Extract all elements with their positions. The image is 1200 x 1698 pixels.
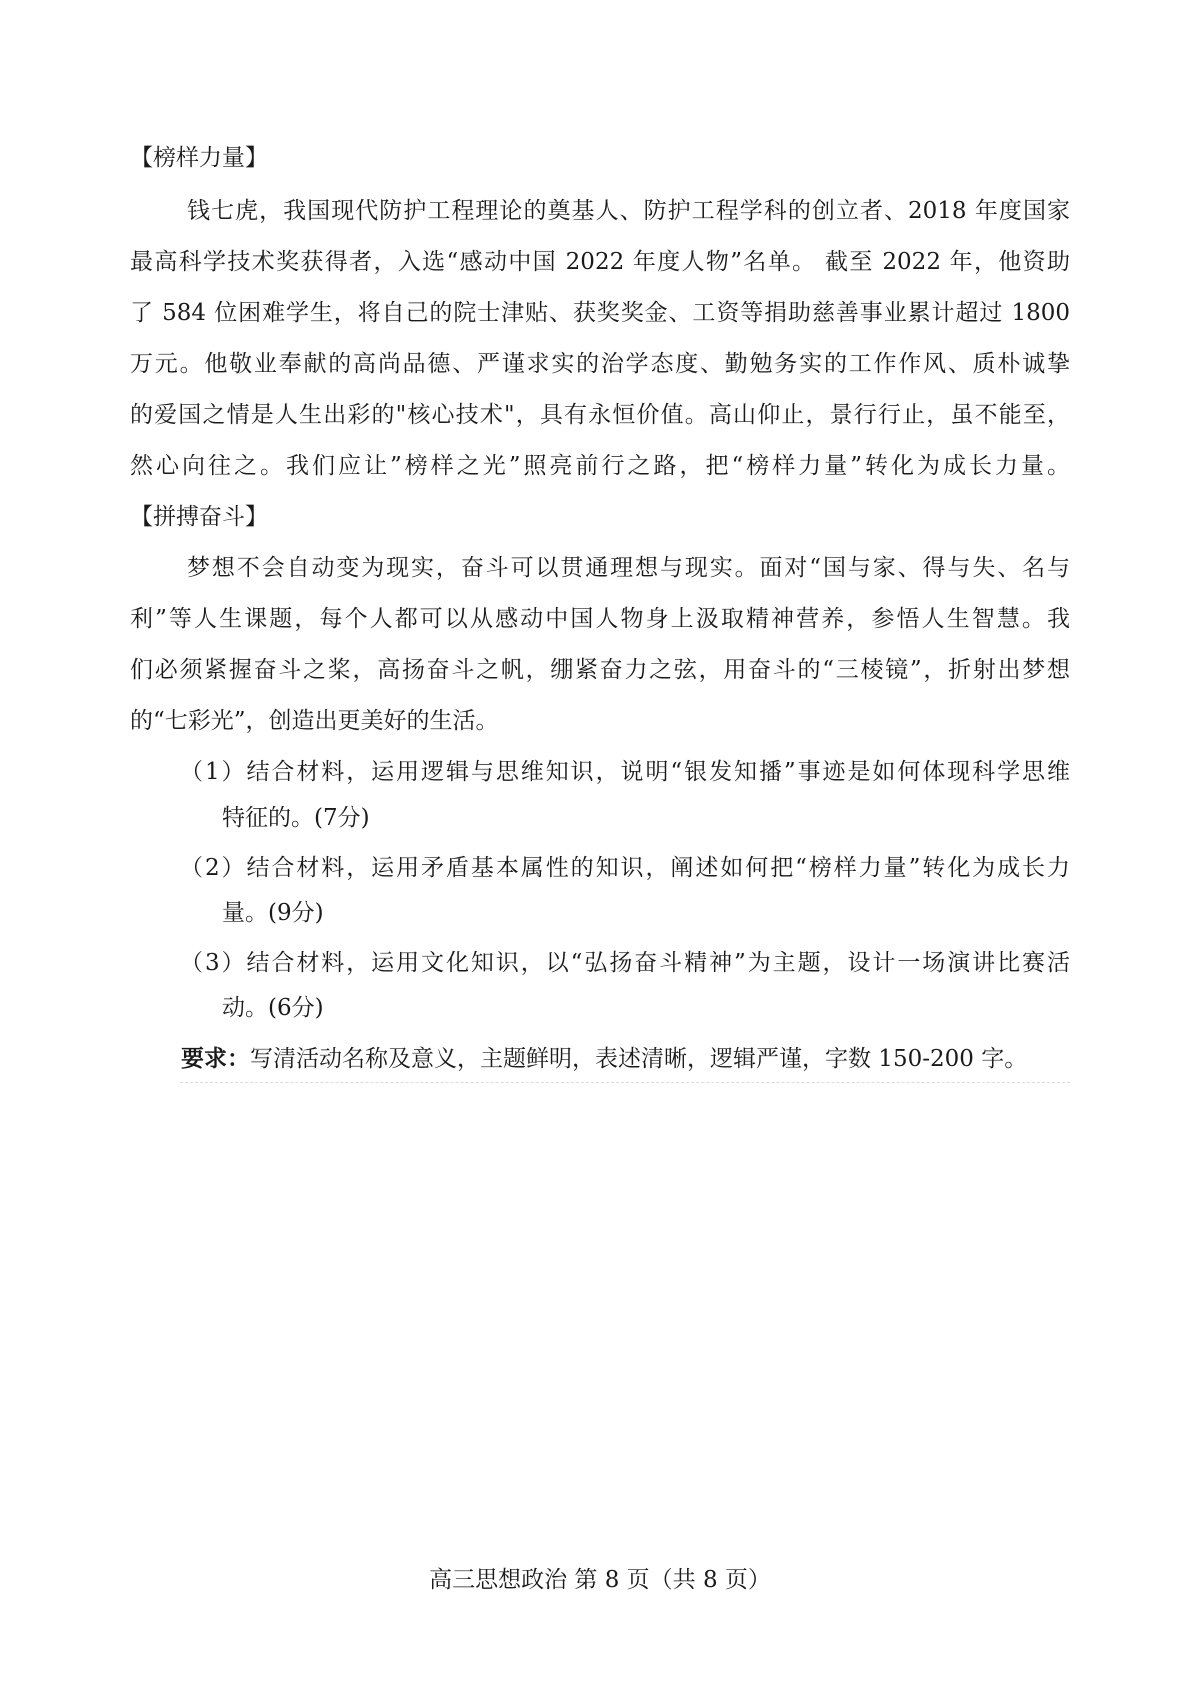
paragraph-line: 然心向往之。我们应让”榜样之光”照亮前行之路，把“榜样力量”转化为成长力量。: [130, 453, 1070, 479]
paragraph-line: 们必须紧握奋斗之桨，高扬奋斗之帆，绷紧奋力之弦，用奋斗的“三棱镜”，折射出梦想: [130, 657, 1070, 683]
section-heading-role-model: 【榜样力量】: [130, 145, 268, 171]
requirement-text: 写清活动名称及意义，主题鲜明，表述清晰，逻辑严谨，字数 150-200 字。: [250, 1046, 1028, 1072]
paragraph-line: 的爱国之情是人生出彩的"核心技术"，具有永恒价值。高山仰止，景行行止，虽不能至，: [130, 402, 1070, 428]
page-footer: 高三思想政治 第 8 页（共 8 页）: [429, 1567, 771, 1593]
paragraph-line: 利”等人生课题，每个人都可以从感动中国人物身上汲取精神营养，参悟人生智慧。我: [130, 606, 1070, 632]
paragraph-line: 最高科学技术奖获得者，入选“感动中国 2022 年度人物”名单。 截至 2022 年，他资助: [130, 249, 1070, 275]
paragraph-line: 的“七彩光”，创造出更美好的生活。: [130, 708, 499, 734]
question-1: （1）结合材料，运用逻辑与思维知识，说明“银发知播”事迹是如何体现科学思维: [180, 759, 1070, 785]
paragraph-line: 钱七虎，我国现代防护工程理论的奠基人、防护工程学科的创立者、2018 年度国家: [187, 198, 1070, 224]
question-2: （2）结合材料，运用矛盾基本属性的知识，阐述如何把“榜样力量”转化为成长力: [180, 855, 1070, 881]
requirement-label: 要求：: [181, 1045, 250, 1072]
question-3: （3）结合材料，运用文化知识，以“弘扬奋斗精神”为主题，设计一场演讲比赛活: [180, 950, 1070, 976]
paragraph-line: 万元。他敬业奉献的高尚品德、严谨求实的治学态度、勤勉务实的工作作风、质朴诚挚: [130, 351, 1070, 377]
question-1-continuation: 特征的。(7分): [222, 805, 370, 831]
requirement: [181, 1044, 1027, 1074]
divider: [180, 1082, 1070, 1083]
question-3-continuation: 动。(6分): [222, 995, 324, 1021]
section-heading-struggle: 【拼搏奋斗】: [130, 504, 268, 530]
question-2-continuation: 量。(9分): [222, 900, 324, 926]
paragraph-line: 梦想不会自动变为现实，奋斗可以贯通理想与现实。面对“国与家、得与失、名与: [187, 555, 1070, 581]
paragraph-line: 了 584 位困难学生，将自己的院士津贴、获奖奖金、工资等捐助慈善事业累计超过 1800: [130, 300, 1070, 326]
